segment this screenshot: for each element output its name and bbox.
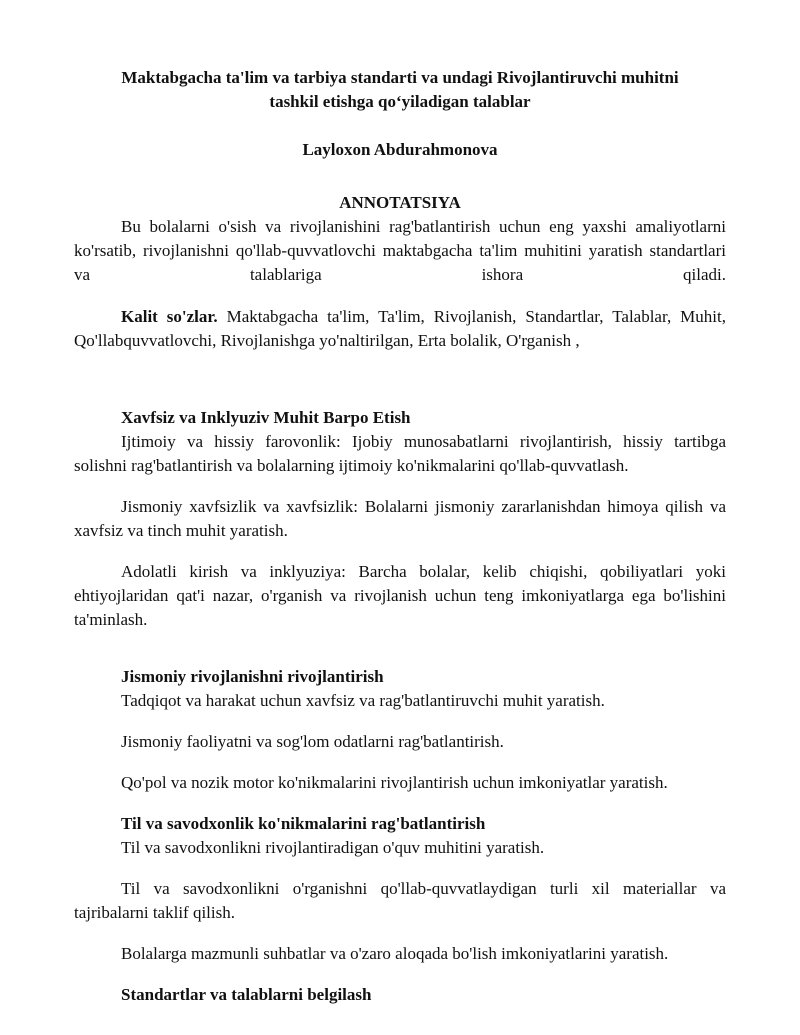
section-paragraph: Til va savodxonlikni rivojlantiradigan o'quv muhitini yaratish. xyxy=(121,838,545,857)
keywords-paragraph xyxy=(74,305,726,353)
section-paragraph: Ijtimoiy va hissiy farovonlik: Ijobiy munosabatlarni rivojlantirish, hissiy tartibga solishni rag'batlantirish va bolalarning ijtimoiy ko'nikmalarini qo'llab-quvvatlash. xyxy=(74,432,726,475)
section-paragraph: Jismoniy faoliyatni va sog'lom odatlarni rag'batlantirish. xyxy=(121,732,504,751)
title-line-1: Maktabgacha ta'lim va tarbiya standarti va undagi Rivojlantiruvchi muhitni xyxy=(121,68,679,87)
keywords-label: Kalit so'zlar. xyxy=(121,307,218,326)
annotation-heading: ANNOTATSIYA xyxy=(339,193,461,212)
section-heading-safe-environment: Xavfsiz va Inklyuziv Muhit Barpo Etish xyxy=(121,408,411,427)
section-paragraph: Adolatli kirish va inklyuziya: Barcha bolalar, kelib chiqishi, qobiliyatlari yoki ehtiyojlaridan qat'i nazar, o'rganish va rivojlanish uchun teng imkoniyatlarga ega bo'lishini ta'minlash. xyxy=(74,562,726,629)
annotation-text: Bu bolalarni o'sish va rivojlanishini rag'batlantirish uchun eng yaxshi amaliyotlarni ko'rsatib, rivojlanishni qo'llab-quvvatlovchi maktabgacha ta'lim muhitini yaratish standartlari va talablariga ishora qiladi. xyxy=(74,217,726,284)
section-heading-language-literacy: Til va savodxonlik ko'nikmalarini rag'batlantirish xyxy=(121,814,486,833)
section-heading-physical-development: Jismoniy rivojlanishni rivojlantirish xyxy=(121,667,384,686)
keywords-text: Maktabgacha ta'lim, Ta'lim, Rivojlanish, Standartlar, Talablar, Muhit, Qo'llabquvvatlovchi, Rivojlanishga yo'naltirilgan, Erta bolalik, O'rganish , xyxy=(74,307,726,350)
section-paragraph: Jismoniy xavfsizlik va xavfsizlik: Bolalarni jismoniy zararlanishdan himoya qilish va xavfsiz va tinch muhit yaratish. xyxy=(74,497,726,540)
section-paragraph: Tadqiqot va harakat uchun xavfsiz va rag'batlantiruvchi muhit yaratish. xyxy=(121,691,605,710)
section-paragraph: Qo'pol va nozik motor ko'nikmalarini rivojlantirish uchun imkoniyatlar yaratish. xyxy=(121,773,668,792)
section-paragraph: Til va savodxonlikni o'rganishni qo'llab-quvvatlaydigan turli xil materiallar va tajribalarni taklif qilish. xyxy=(74,879,726,922)
section-heading-standards: Standartlar va talablarni belgilash xyxy=(121,985,372,1004)
author-name: Layloxon Abdurahmonova xyxy=(302,140,498,159)
title-line-2: tashkil etishga qo‘yiladigan talablar xyxy=(269,92,531,111)
document-title xyxy=(74,66,726,114)
section-paragraph: Bolalarga mazmunli suhbatlar va o'zaro aloqada bo'lish imkoniyatlarini yaratish. xyxy=(121,944,669,963)
